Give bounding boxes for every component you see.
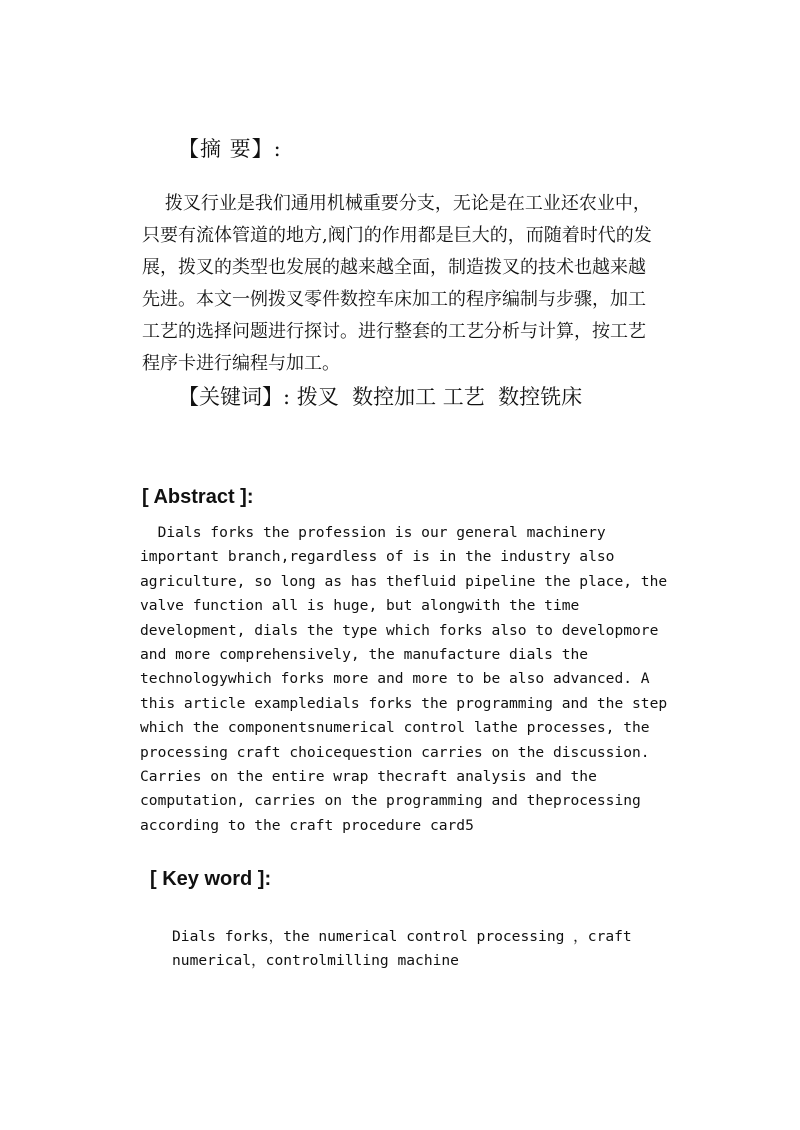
english-keyword-line: numerical，controlmilling machine <box>172 952 459 970</box>
english-abstract-line: according to the craft procedure card5 <box>140 816 474 834</box>
english-abstract-line: Carries on the entire wrap thecraft analysis and the <box>140 768 597 786</box>
english-keyword-body <box>172 925 692 974</box>
english-abstract-line: Dials forks the profession is our general machinery <box>140 524 606 541</box>
chinese-abstract-line: 展，拨叉的类型也发展的越来越全面，制造拨叉的技术也越来越 <box>142 257 646 278</box>
chinese-keywords: 【关键词】: 拨叉 数控加工 工艺 数控铣床 <box>178 385 583 409</box>
english-abstract-line: agriculture, so long as has thefluid pipeline the place, the <box>140 572 668 590</box>
english-abstract-line: valve function all is huge, but alongwith the time <box>140 597 580 615</box>
chinese-abstract-line: 先进。本文一例拨叉零件数控车床加工的程序编制与步骤，加工 <box>142 289 646 310</box>
chinese-abstract-line: 拨叉行业是我们通用机械重要分支，无论是在工业还农业中， <box>142 193 651 214</box>
english-abstract-line: this article exampledials forks the programming and the step <box>140 694 668 712</box>
chinese-abstract-body <box>142 188 682 380</box>
english-abstract-line: and more comprehensively, the manufacture dials the <box>140 646 589 664</box>
english-abstract-line: which the componentsnumerical control lathe processes, the <box>140 719 650 737</box>
chinese-abstract-line: 只要有流体管道的地方,阀门的作用都是巨大的，而随着时代的发 <box>142 225 652 246</box>
english-abstract-body <box>140 521 680 838</box>
english-keyword-line: Dials forks，the numerical control processing ，craft <box>172 928 632 945</box>
english-keyword-heading: [ Key word ]: <box>150 868 272 890</box>
chinese-abstract-line: 程序卡进行编程与加工。 <box>142 353 340 374</box>
english-abstract-line: important branch,regardless of is in the industry also <box>140 548 615 566</box>
english-abstract-heading: [ Abstract ]: <box>142 486 254 508</box>
chinese-abstract-line: 工艺的选择问题进行探讨。进行整套的工艺分析与计算，按工艺 <box>142 321 646 342</box>
english-abstract-line: processing craft choicequestion carries on the discussion. <box>140 743 650 761</box>
english-abstract-line: computation, carries on the programming and theprocessing <box>140 792 641 810</box>
chinese-abstract-heading: 【摘 要】: <box>178 137 282 161</box>
english-abstract-line: technologywhich forks more and more to be also advanced. A <box>140 670 650 688</box>
english-abstract-line: development, dials the type which forks also to developmore <box>140 621 659 639</box>
